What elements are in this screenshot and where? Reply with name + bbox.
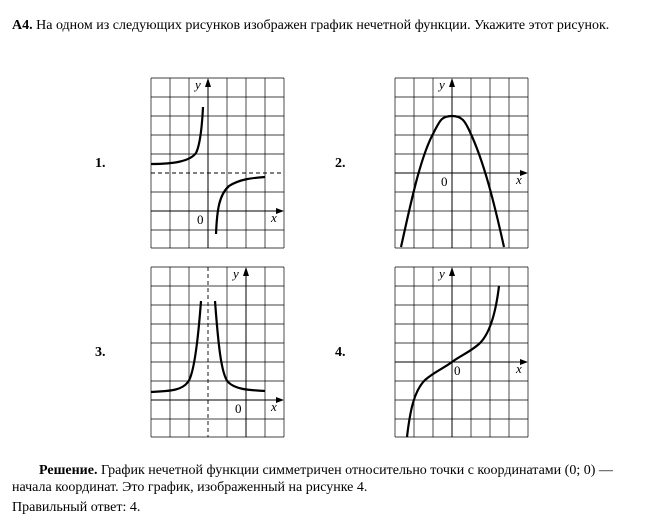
figure-4-graph [394, 266, 534, 438]
x-axis-label: x [271, 210, 277, 225]
x-axis-label: x [271, 399, 277, 414]
x-axis-label: x [516, 361, 522, 376]
y-axis-arrow [449, 78, 455, 87]
y-axis-arrow [243, 267, 249, 276]
origin-label: 0 [197, 212, 204, 227]
curve-right-branch [215, 301, 265, 391]
curve-left-branch [151, 301, 201, 392]
figure-1-graph [150, 77, 290, 249]
curve-right-branch [216, 177, 265, 234]
figure-1-label: 1. [95, 156, 106, 171]
origin-label: 0 [441, 174, 448, 189]
y-axis-label: y [233, 266, 239, 281]
origin-label: 0 [454, 363, 461, 378]
y-axis-arrow [205, 78, 211, 87]
grid [151, 267, 284, 437]
solution-text: График нечетной функции симметричен относительно точки с координатами (0; 0) — начала координат. Это график, изображенный на рисунке 4. [12, 463, 613, 495]
curve-left-branch [151, 107, 203, 164]
figure-3-graph [150, 266, 290, 438]
figure-4-label: 4. [335, 345, 346, 360]
y-axis-label: y [195, 77, 201, 92]
solution-heading: Решение. [39, 463, 98, 478]
figure-2-label: 2. [335, 156, 346, 171]
y-axis-arrow [449, 267, 455, 276]
correct-answer: Правильный ответ: 4. [12, 500, 141, 515]
question-number: А4. [12, 18, 33, 33]
y-axis-label: y [439, 77, 445, 92]
y-axis-label: y [439, 266, 445, 281]
x-axis-label: x [516, 172, 522, 187]
grid [395, 267, 528, 437]
figure-2-graph [394, 77, 534, 249]
origin-label: 0 [235, 401, 242, 416]
x-axis-arrow [276, 208, 284, 214]
grid [395, 78, 528, 248]
question-text [12, 17, 640, 34]
question-body: На одном из следующих рисунков изображен график нечетной функции. Укажите этот рисунок. [36, 18, 610, 33]
x-axis-arrow [276, 397, 284, 403]
solution-paragraph [12, 462, 636, 496]
figure-3-label: 3. [95, 345, 106, 360]
